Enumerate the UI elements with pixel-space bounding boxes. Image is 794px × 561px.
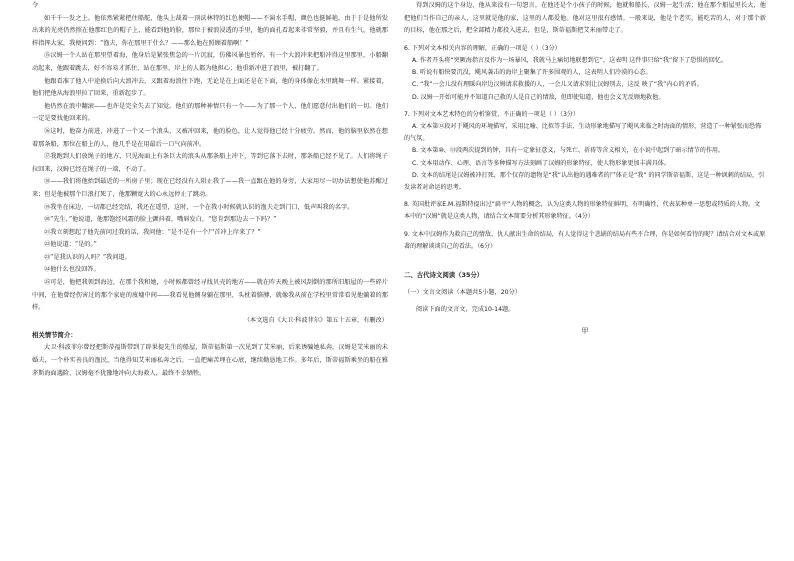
question-7-option-a: A. 文本第⑫段对于飓风的环境描写，采用比喻、比拟等手法，生动形象地描写了飓风来临之时海面的情形，营造了一种紧张而恐怖的气氛。 [404, 123, 762, 143]
passage-paragraph: ㉔他什么也没回答。 [44, 266, 100, 274]
passage-paragraph: ㉑我立刻想起了他先前问过我的话，我问他：“是不是有一个尸首冲上岸来了？” [44, 228, 261, 236]
passage-paragraph: ⑳“先生，”他说道，他那饱经风霜的脸上颤抖着，嘴唇发白，“您肯到那边去一下吗？” [44, 216, 277, 224]
question-7-option-d: D. 文本的结尾是汉姆被冲打死，那个仅存的遗物是“我”认出他的遇难者的尸体正是“我” 的同学斯蒂福斯，这是一种讽刺的结局，引发读者对命运的思考。 [404, 171, 765, 192]
passage-paragraph: ⑯这时，他奋力前进，冲进了一个又一个浪头，又被冲回来，他的脸色，让人觉得他已经十分疲劳。然而，他的脑里依然在想着那条船，那位在船上的人，他几乎是在用最后一口气向前冲。 [32, 127, 388, 148]
source-note: （本文选自《大卫·科波菲尔》第五十五章，有删改） [243, 316, 388, 324]
passage-column [32, 0, 388, 380]
passage-paragraph: ㉓“是我认识的人吗？”我问道。 [44, 253, 131, 261]
passage-marker: 甲 [581, 327, 589, 336]
section-2-instruction: 阅读下面的文言文，完成10-14题。 [416, 306, 515, 314]
question-6-option-c: C. “我”一会儿没有理睬向岸边汉姆请求救援的人，一会儿又请求别让汉姆别去，这反 映了“我”内心的矛盾。 [412, 81, 703, 89]
question-7-option-c: C. 文本用动作、心理、语言等多种描写方法刻画了汉姆的形象特征，使人物形象更加丰满具体。 [412, 159, 670, 167]
passage-paragraph: ⑰我跑到人们放绳子的地方，只见海面上有条巨大的浪头从那条船上冲下，等到它落下去时，那条船已经不见了。人们将绳子拉回来，汉姆已经在绳子的一端，不动了。 [32, 153, 388, 173]
continued-paragraph: 得到汉姆的这个身边，他从来没有一句怨言。在他还是个小孩子的时候，他就和船长、汉姆一起生活；他在那个船屋里长大，他把他们当作自己的亲人，这里就是他的家，这里的人都爱他。他对这里很有感情。一般来说，他是个老实，能吃苦的人，对于那个新的目标，他在那之后，把全部精力都投入进去，但是，斯蒂福斯把艾米丽带走了。 [404, 2, 766, 35]
passage-paragraph: ㉕可是，他把我领到海边，在那个我和她，小时候都曾经寻找贝壳的地方——就在昨天晚上被风刮倒的那所旧船屋的一些碎片中间，在他曾经伤害过的那个家庭的废墟中间——我看见他侧身躺在那里，头枕着胳膊，就像我从前在学校里常常看见他躺着的那样。 [32, 279, 388, 312]
question-6-option-b: B. 听说有船快要沉没，飓风袭击的海岸上聚集了许多围观的人，这表明人们冷漠的心态。 [412, 69, 652, 77]
passage-paragraph: 他仍然在浪中翻滚——也许是完全失去了知觉。他们的那种神情只有一个——为了那一个人，他们愿意付出他们的一切。他们一定是要找他回来的。 [32, 102, 388, 123]
question-9-stem: 9. 文本中汉姆作为救自己的情敌、仇人献出生命的结局，有人觉得这个悲剧的结局有些不合理，你是如何看待的呢？请结合对文本或原著的理解谈谈自己的看法。（6分） [404, 230, 766, 250]
passage-paragraph: ⑲我坐在床边，一切都已经完结，我还在遥望，这时，一个在我小时候就认识的渔夫走到门口，低声叫我的名字。 [44, 203, 354, 211]
question-7-option-b: B. 文本第⑩、⑬段两次提到的钟，具有一定象征意义，与死亡、祈祷等含义相关，在小说中起到了暗示情节的作用。 [412, 147, 725, 155]
passage-paragraph: 如千千一发之上。他依然紧紧把住船舵，他头上裁着一顶沃林特的红色便帽——不演水手帽，颜色也挺鲜艳，由于于是他所发出来的光亮仍然照在他那红色的帽子上，能看到他的脸，那位于被浪浸透的手里，他的面孔看起来非常坚毅，并且有生气。他就那样指挥大家，我便问到：“渔夫，你在那里干什么？——那么他在照顾着船啊！” [32, 14, 388, 47]
question-7-stem: 7. 下列对文本艺术特色的分析鉴赏，不正确的一项是（ ）（3分） [404, 110, 580, 118]
background-title: 相关情节简介： [32, 331, 77, 340]
background-paragraph: 大卫·科波菲尔曾经把斯蒂福斯带到了辟果提先生的船屋，斯蒂福斯第一次见到了艾米丽，后来诱骗她私奔。汉姆是艾米丽的未婚夫，一个朴实善良的渔民，当他得知艾米丽私奔之后，一直把痛苦埋在心底，继续勤恳地工作。多年后，斯蒂福斯乘坐的船在雅茅斯海面遇险，汉姆毫不犹豫地冲向大海救人，最终不幸牺牲。 [32, 344, 388, 377]
question-8-stem: 8. 英国批评家E.M.福斯特提出过“扁平”人物的概念，认为这类人物的形象特征鲜明，有明确性，代表某种单一思想或特质的人物。文本中的“汉姆”就是这类人物，请结合文本简要分析其形象特征。（4分） [404, 201, 761, 221]
question-6-option-d: D. 汉姆一开始可能并不知道自己救的人是自己的情敌，但即使知道，他也会义无反顾地救他。 [412, 93, 665, 101]
section-2-subtitle: （一）文言文阅读（本题共5小题，20分） [404, 289, 521, 297]
top-fragment: 令 [32, 2, 39, 9]
passage-paragraph: ㉒他说道：“是的。” [44, 241, 97, 249]
passage-paragraph: 他跟看准了他人中途换后向大浪冲去，又跟着海浪往下跑，无论是在上面还是在下面，他的身体像在水里跳舞一样。紧接着，他们把他从海浪里拉了回来，重新起步了。 [32, 77, 388, 98]
passage-paragraph: ⑱——我们将他抬到最近的一所房子里；现在已经没有人阻止我了——我一直跟在他的身旁，大家用尽一切办法想使他苏醒过来；但是他被那个巨浪打死了，他那颗宽大的心永远停止了跳动。 [32, 178, 388, 198]
section-2-title: 二、古代诗文阅读（35分） [404, 271, 484, 280]
question-6-option-a: A. 作者开头将“突厥海指言及作为一场暴风，我就马上痛切地联想到它”，这表明 这件事只给“我”留下了恐惧的回忆。 [412, 56, 727, 64]
question-6-stem: 6. 下列对文本相关内容的理解，正确的一项是（ ）（3分） [404, 44, 561, 52]
questions-column [404, 0, 766, 336]
passage-paragraph: ⑮汉姆一个人站在那里望着海，他身后是紧张焦急的一片沉寂，仿佛风暴也暂停。有一个大浪冲来把船冲得这里那里，小船翻动起来，他跟着跳去，好不容易才抓住，站在那里，岸上的人都为他担心；他重新冲进了浪里，被打翻了。 [32, 52, 388, 72]
